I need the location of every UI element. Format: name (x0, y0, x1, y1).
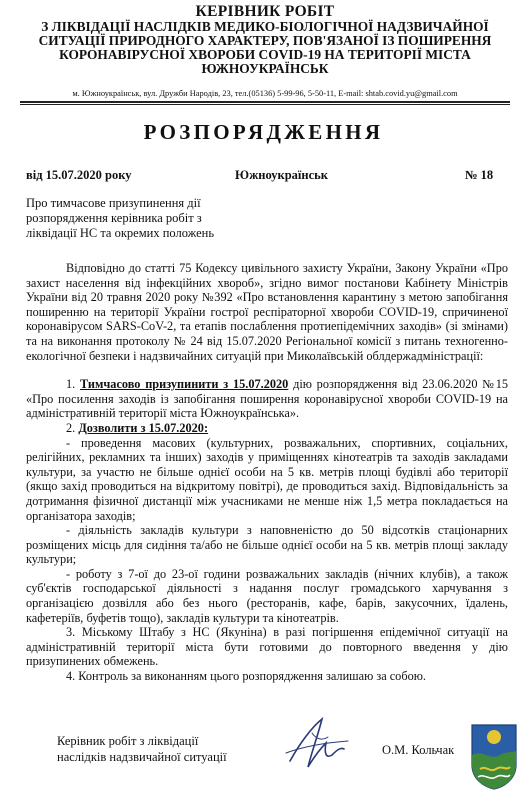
issuer-address: м. Южноукраїнськ, вул. Дружби Народів, 23, тел.(05136) 5-99-96, 5-50-11, E-mail: shtab.covid.yu@gmail.com (72, 89, 458, 98)
subject-line-2: розпорядження керівника робіт з (26, 210, 202, 225)
document-date: від 15.07.2020 року (26, 168, 132, 182)
document-number: № 18 (465, 168, 494, 182)
item-2-subitem-a: - проведення масових (культурних, розважальних, спортивних, соціальних, релігійних, рекламних та інших) заходів у приміщеннях кінотеатрів та заходів закладами культури, за участю не більше однієї особи на 5 кв. метрів площі будівлі або території (якщо захід проводиться на відкритому повітрі), де проводиться захід. Відповідальність за дотримання фізичної дистанції між учасниками не менше ніж 1,5 метра покладається на організатора заходів; (26, 435, 508, 523)
document-subject (26, 196, 256, 240)
paragraph-spacer (26, 363, 508, 377)
item-2-subitem-c: - роботу з 7-ої до 23-ої години розважальних закладів (нічних клубів), а також суб'єктів господарської діяльності з надання послуг громадського харчування з організацією дозвілля або без нього (ресторанів, кафе, барів, закусочних, їдалень, кафетеріїв, буфетів тощо), закладів культури та кінотеатрів. (26, 566, 508, 625)
item-1-emphasis: Тимчасово призупинити з 15.07.2020 (80, 377, 289, 392)
signatory-position-line-2: наслідків надзвичайної ситуації (57, 750, 227, 764)
item-1-text: дію розпорядження від 23.06.2020 №15 «Про посилення заходів із запобігання поширення коронавірусної хвороби COVID-19 на адміністративній території міста Южноукраїнська». (26, 377, 509, 421)
item-1-number: 1. (66, 377, 76, 392)
document-title: РОЗПОРЯДЖЕННЯ (143, 120, 384, 144)
issuer-line-2: СИТУАЦІЇ ПРИРОДНОГО ХАРАКТЕРУ, ПОВ'ЯЗАНОЇ ІЗ ПОШИРЕННЯ (38, 33, 492, 48)
signatory-position (57, 733, 227, 765)
document-city: Южноукраїнськ (235, 168, 328, 182)
item-2-number: 2. (66, 420, 76, 435)
signatory-name: О.М. Кольчак (382, 743, 455, 757)
header-rule-thin (20, 104, 510, 105)
item-2 (26, 421, 508, 436)
document-body (26, 261, 508, 684)
issuer-line-1: З ЛІКВІДАЦІЇ НАСЛІДКІВ МЕДИКО-БІОЛОГІЧНОЇ НАДЗВИЧАЙНОЇ (41, 19, 489, 34)
issuer-line-3: КОРОНАВІРУСНОЇ ХВОРОБИ COVID-19 НА ТЕРИТОРІЇ МІСТА (59, 47, 471, 62)
issuer-line-4: ЮЖНОУКРАЇНСЬК (201, 61, 329, 76)
handwritten-signature (282, 713, 352, 773)
header-rule-thick (20, 101, 510, 103)
item-2-subitem-b: - діяльність закладів культури з наповненістю до 50 відсотків стаціонарних розміщених місць для сидіння та/або не більше однієї особи на 5 кв. метрів площі закладу культури; (26, 523, 508, 567)
issuer-title: КЕРІВНИК РОБІТ (195, 3, 335, 20)
signatory-position-line-1: Керівник робіт з ліквідації (57, 734, 199, 748)
issuer-header (30, 4, 500, 76)
item-4: 4. Контроль за виконанням цього розпорядження залишаю за собою. (66, 669, 426, 684)
item-2-emphasis: Дозволити з 15.07.2020: (78, 420, 209, 435)
subject-line-1: Про тимчасове призупинення дії (26, 196, 201, 210)
item-1 (26, 377, 508, 421)
subject-line-3: ліквідації НС та окремих положень (26, 225, 215, 240)
city-emblem-icon (468, 721, 520, 791)
item-3: 3. Міському Штабу з НС (Якуніна) в разі погіршення епідемічної ситуації на адміністративній території міста бути готовими до повторного введення у дію призупинених обмежень. (26, 625, 508, 669)
intro-paragraph: Відповідно до статті 75 Кодексу цивільного захисту України, Закону України «Про захист населення від інфекційних хвороб», згідно вимог постанови Кабінету Міністрів України від 20 травня 2020 року №392 «Про встановлення карантину з метою запобігання поширенню на території України гострої респіраторної хвороби COVID-19, спричиненої коронавірусом SARS-CoV-2, та етапів послаблення протиепідемічних заходів» (зі змінами) та на виконання протоколу № 24 від 15.07.2020 Регіональної комісії з питань техногенно-екологічної безпеки і надзвичайних ситуацій при Миколаївській облдержадміністрації: (26, 261, 508, 363)
